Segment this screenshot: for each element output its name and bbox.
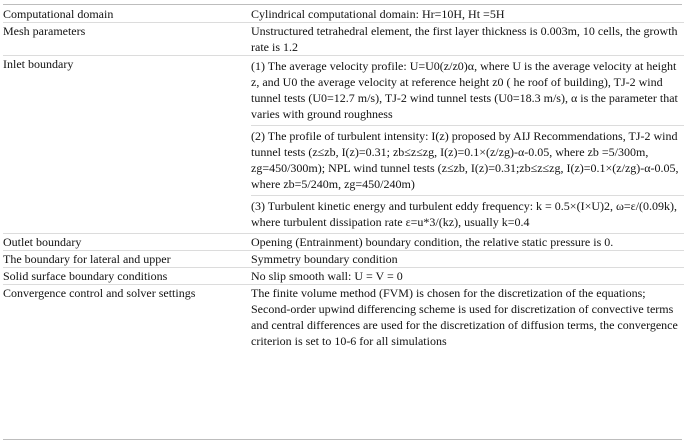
inlet-part-2: (2) The profile of turbulent intensity: I(z) proposed by AIJ Recommendations, TJ-2 wind tunnel tests (z≤zb, I(z)=0.31; zb≤z≤zg, I(z)=0.1×(z/zg)-α-0.05, where zb =5/300m, zg=450/300m); NPL wind tunnel tests (z≤zb, I(z)=0.31;zb≤z≤zg, I(z)=0.1×(z/zg)-α-0.05, where zb=5/240m, zg=450/240m): [251, 125, 684, 195]
table-row: [3, 234, 684, 251]
row-label: Solid surface boundary conditions: [3, 268, 251, 285]
row-label: Convergence control and solver settings: [3, 285, 251, 350]
table-row: [3, 6, 684, 23]
table-row: [3, 23, 684, 56]
row-label: Mesh parameters: [3, 23, 251, 56]
row-value-group: [251, 56, 684, 234]
table-row: [3, 268, 684, 285]
table-row: [3, 285, 684, 350]
row-label: Inlet boundary: [3, 56, 251, 234]
table-row: [3, 56, 684, 234]
row-value: Unstructured tetrahedral element, the first layer thickness is 0.003m, 10 cells, the growth rate is 1.2: [251, 23, 684, 56]
table-row: [3, 251, 684, 268]
row-label: Outlet boundary: [3, 234, 251, 251]
row-value: Cylindrical computational domain: Hr=10H, Ht =5H: [251, 7, 505, 21]
parameters-table: [3, 6, 684, 349]
inlet-part-1: (1) The average velocity profile: U=U0(z/z0)α, where U is the average velocity at height z, and U0 the average velocity at reference height z0 ( he roof of building), TJ-2 wind tunnel tests (U0=12.7 m/s), TJ-2 wind tunnel tests (U0=18.3 m/s), α is the parameter that varies with ground roughness: [251, 59, 678, 121]
inlet-part-3: (3) Turbulent kinetic energy and turbulent eddy frequency: k = 0.5×(I×U)2, ω=ε/(0.09k), where turbulent dissipation rate ε=u*3/(kz), usually k=0.4: [251, 195, 684, 233]
row-label: Computational domain: [3, 7, 114, 21]
row-value: Symmetry boundary condition: [251, 251, 684, 268]
row-value: Opening (Entrainment) boundary condition, the relative static pressure is 0.: [251, 234, 684, 251]
row-label: The boundary for lateral and upper: [3, 251, 251, 268]
row-value: The finite volume method (FVM) is chosen for the discretization of the equations; Second-order upwind differencing scheme is used for discretization of convective terms and central differences are used for the discretization of diffusion terms, the convergence criterion is set to 10-6 for all simulations: [251, 285, 684, 350]
row-value: No slip smooth wall: U = V = 0: [251, 268, 684, 285]
